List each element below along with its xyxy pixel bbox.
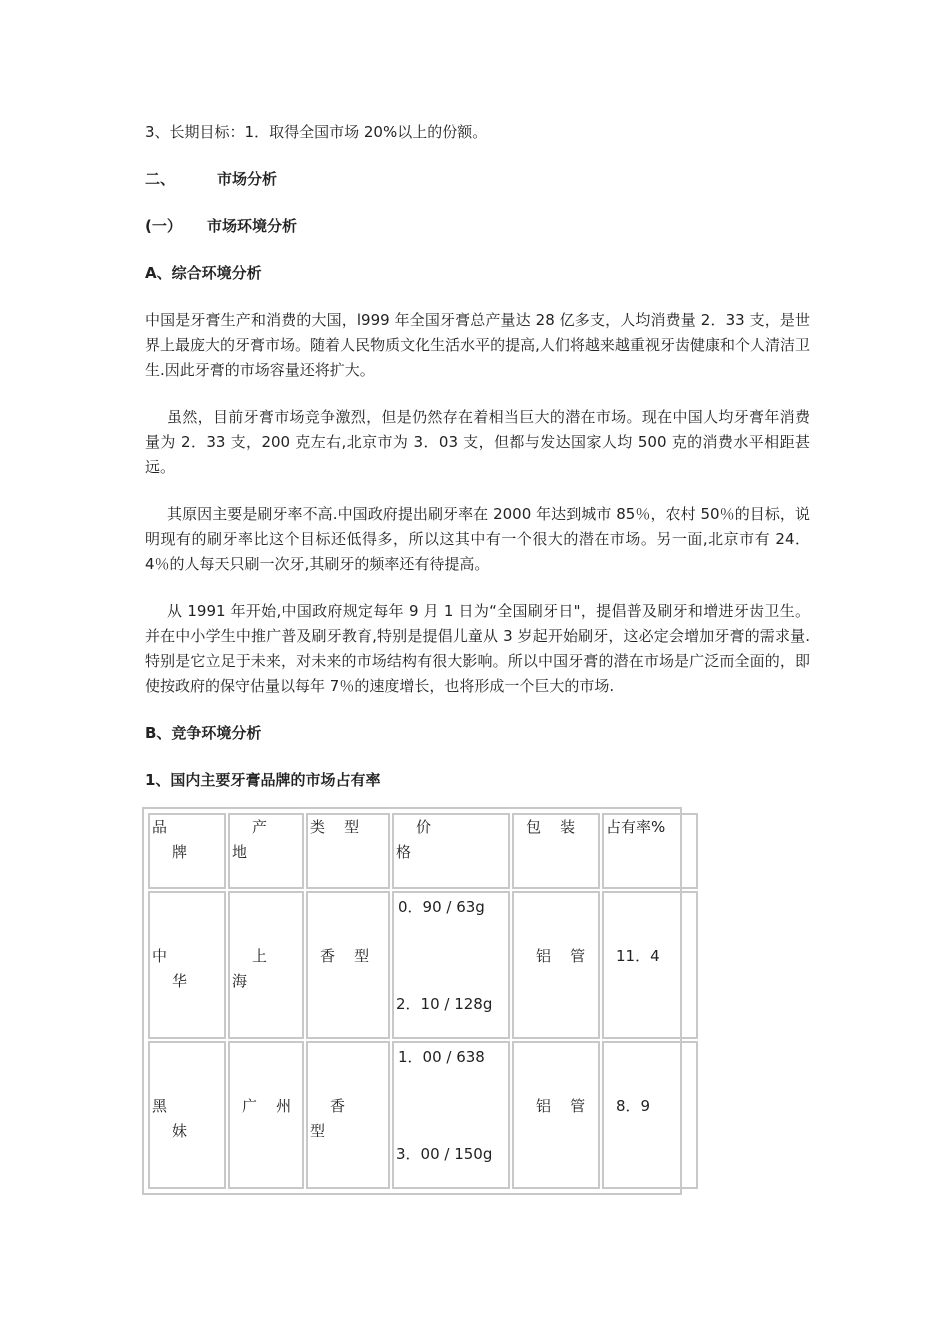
section-number: 二、 [145, 170, 176, 188]
subsection-heading-environment [145, 214, 810, 239]
heading-general-environment: A、综合环境分析 [145, 264, 262, 282]
table-title: 1、国内主要牙膏品牌的市场占有率 [145, 771, 381, 789]
header-price [392, 813, 510, 889]
cell-price [392, 891, 510, 1039]
cell-price [392, 1041, 510, 1189]
cell-share [602, 891, 698, 1039]
origin-value: 广 州 [242, 1097, 292, 1115]
header-brand-b: 牌 [172, 843, 188, 861]
header-type-label: 类 型 [310, 818, 360, 836]
header-brand [148, 813, 226, 889]
brand-a: 黑 [152, 1097, 168, 1115]
paragraph-market-size: 中国是牙膏生产和消费的大国，l999 年全国牙膏总产量达 28 亿多支，人均消费量 2．33 支，是世界上最庞大的牙膏市场。随着人民物质文化生活水平的提高,人们将越来越重视牙齿健康和个人清洁卫生.因此牙膏的市场容量还将扩大。 [145, 311, 810, 379]
heading-competition: B、竞争环境分析 [145, 724, 262, 742]
header-price-b: 格 [396, 843, 412, 861]
cell-package [512, 891, 600, 1039]
price-small: 0．90 / 63g [398, 898, 485, 916]
cell-origin [228, 1041, 304, 1189]
table-header-row [148, 813, 698, 889]
cell-brand [148, 1041, 226, 1189]
cell-share [602, 1041, 698, 1189]
section-heading-market-analysis [145, 167, 810, 192]
brand-b: 妹 [172, 1122, 188, 1140]
header-package-label: 包 装 [526, 818, 576, 836]
cell-type [306, 891, 390, 1039]
package-value: 铝 管 [536, 947, 586, 965]
document-page [145, 120, 810, 1195]
brand-b: 华 [172, 972, 188, 990]
paragraph-brushing-rate: 其原因主要是刷牙率不高.中国政府提出刷牙率在 2000 年达到城市 85％，农村 50％的目标，说明现有的刷牙率比这个目标还低得多，所以这其中有一个很大的潜在市场。另一面,北京市有 24．4％的人每天只刷一次牙,其刷牙的频率还有待提高。 [145, 505, 810, 573]
share-value: 11．4 [616, 947, 660, 965]
header-price-a: 价 [416, 818, 432, 836]
brand-a: 中 [152, 947, 168, 965]
type-a: 香 [330, 1097, 346, 1115]
header-type [306, 813, 390, 889]
table-row [148, 891, 698, 1039]
paragraph-potential-market: 虽然，目前牙膏市场竞争激烈，但是仍然存在着相当巨大的潜在市场。现在中国人均牙膏年消费量为 2．33 支，200 克左右,北京市为 3．03 支，但都与发达国家人均 500 克的消费水平相距甚远。 [145, 408, 810, 476]
header-origin-a: 产 [252, 818, 268, 836]
type-b: 型 [310, 1122, 326, 1140]
origin-a: 上 [252, 947, 268, 965]
package-value: 铝 管 [536, 1097, 586, 1115]
price-large: 2．10 / 128g [396, 995, 493, 1013]
cell-origin [228, 891, 304, 1039]
cell-type [306, 1041, 390, 1189]
section-title: 市场分析 [217, 170, 278, 188]
subsection-number: (一） [145, 217, 182, 235]
origin-b: 海 [232, 972, 248, 990]
market-share-table [146, 811, 700, 1191]
subsection-title: 市场环境分析 [207, 217, 298, 235]
header-package [512, 813, 600, 889]
price-large: 3．00 / 150g [396, 1145, 493, 1163]
header-share-label: 占有率% [606, 818, 666, 836]
header-origin [228, 813, 304, 889]
header-brand-a: 品 [152, 818, 168, 836]
share-value: 8．9 [616, 1097, 651, 1115]
paragraph-brushing-day: 从 1991 年开始,中国政府规定每年 9 月 1 日为“全国刷牙日"，提倡普及刷牙和增进牙齿卫生。并在中小学生中推广普及刷牙教育,特别是提倡儿童从 3 岁起开始刷牙，这必定会增加牙膏的需求量.特别是它立足于未来，对未来的市场结构有很大影响。所以中国牙膏的潜在市场是广泛而全面的，即使按政府的保守估量以每年 7％的速度增长，也将形成一个巨大的市场. [145, 602, 810, 695]
header-origin-b: 地 [232, 843, 248, 861]
cell-brand [148, 891, 226, 1039]
type-value: 香 型 [320, 947, 370, 965]
cell-package [512, 1041, 600, 1189]
long-term-goal: 3、长期目标：1．取得全国市场 20%以上的份额。 [145, 123, 488, 141]
market-share-table-frame [142, 807, 682, 1195]
price-small: 1．00 / 638 [398, 1048, 485, 1066]
header-share [602, 813, 698, 889]
table-row [148, 1041, 698, 1189]
